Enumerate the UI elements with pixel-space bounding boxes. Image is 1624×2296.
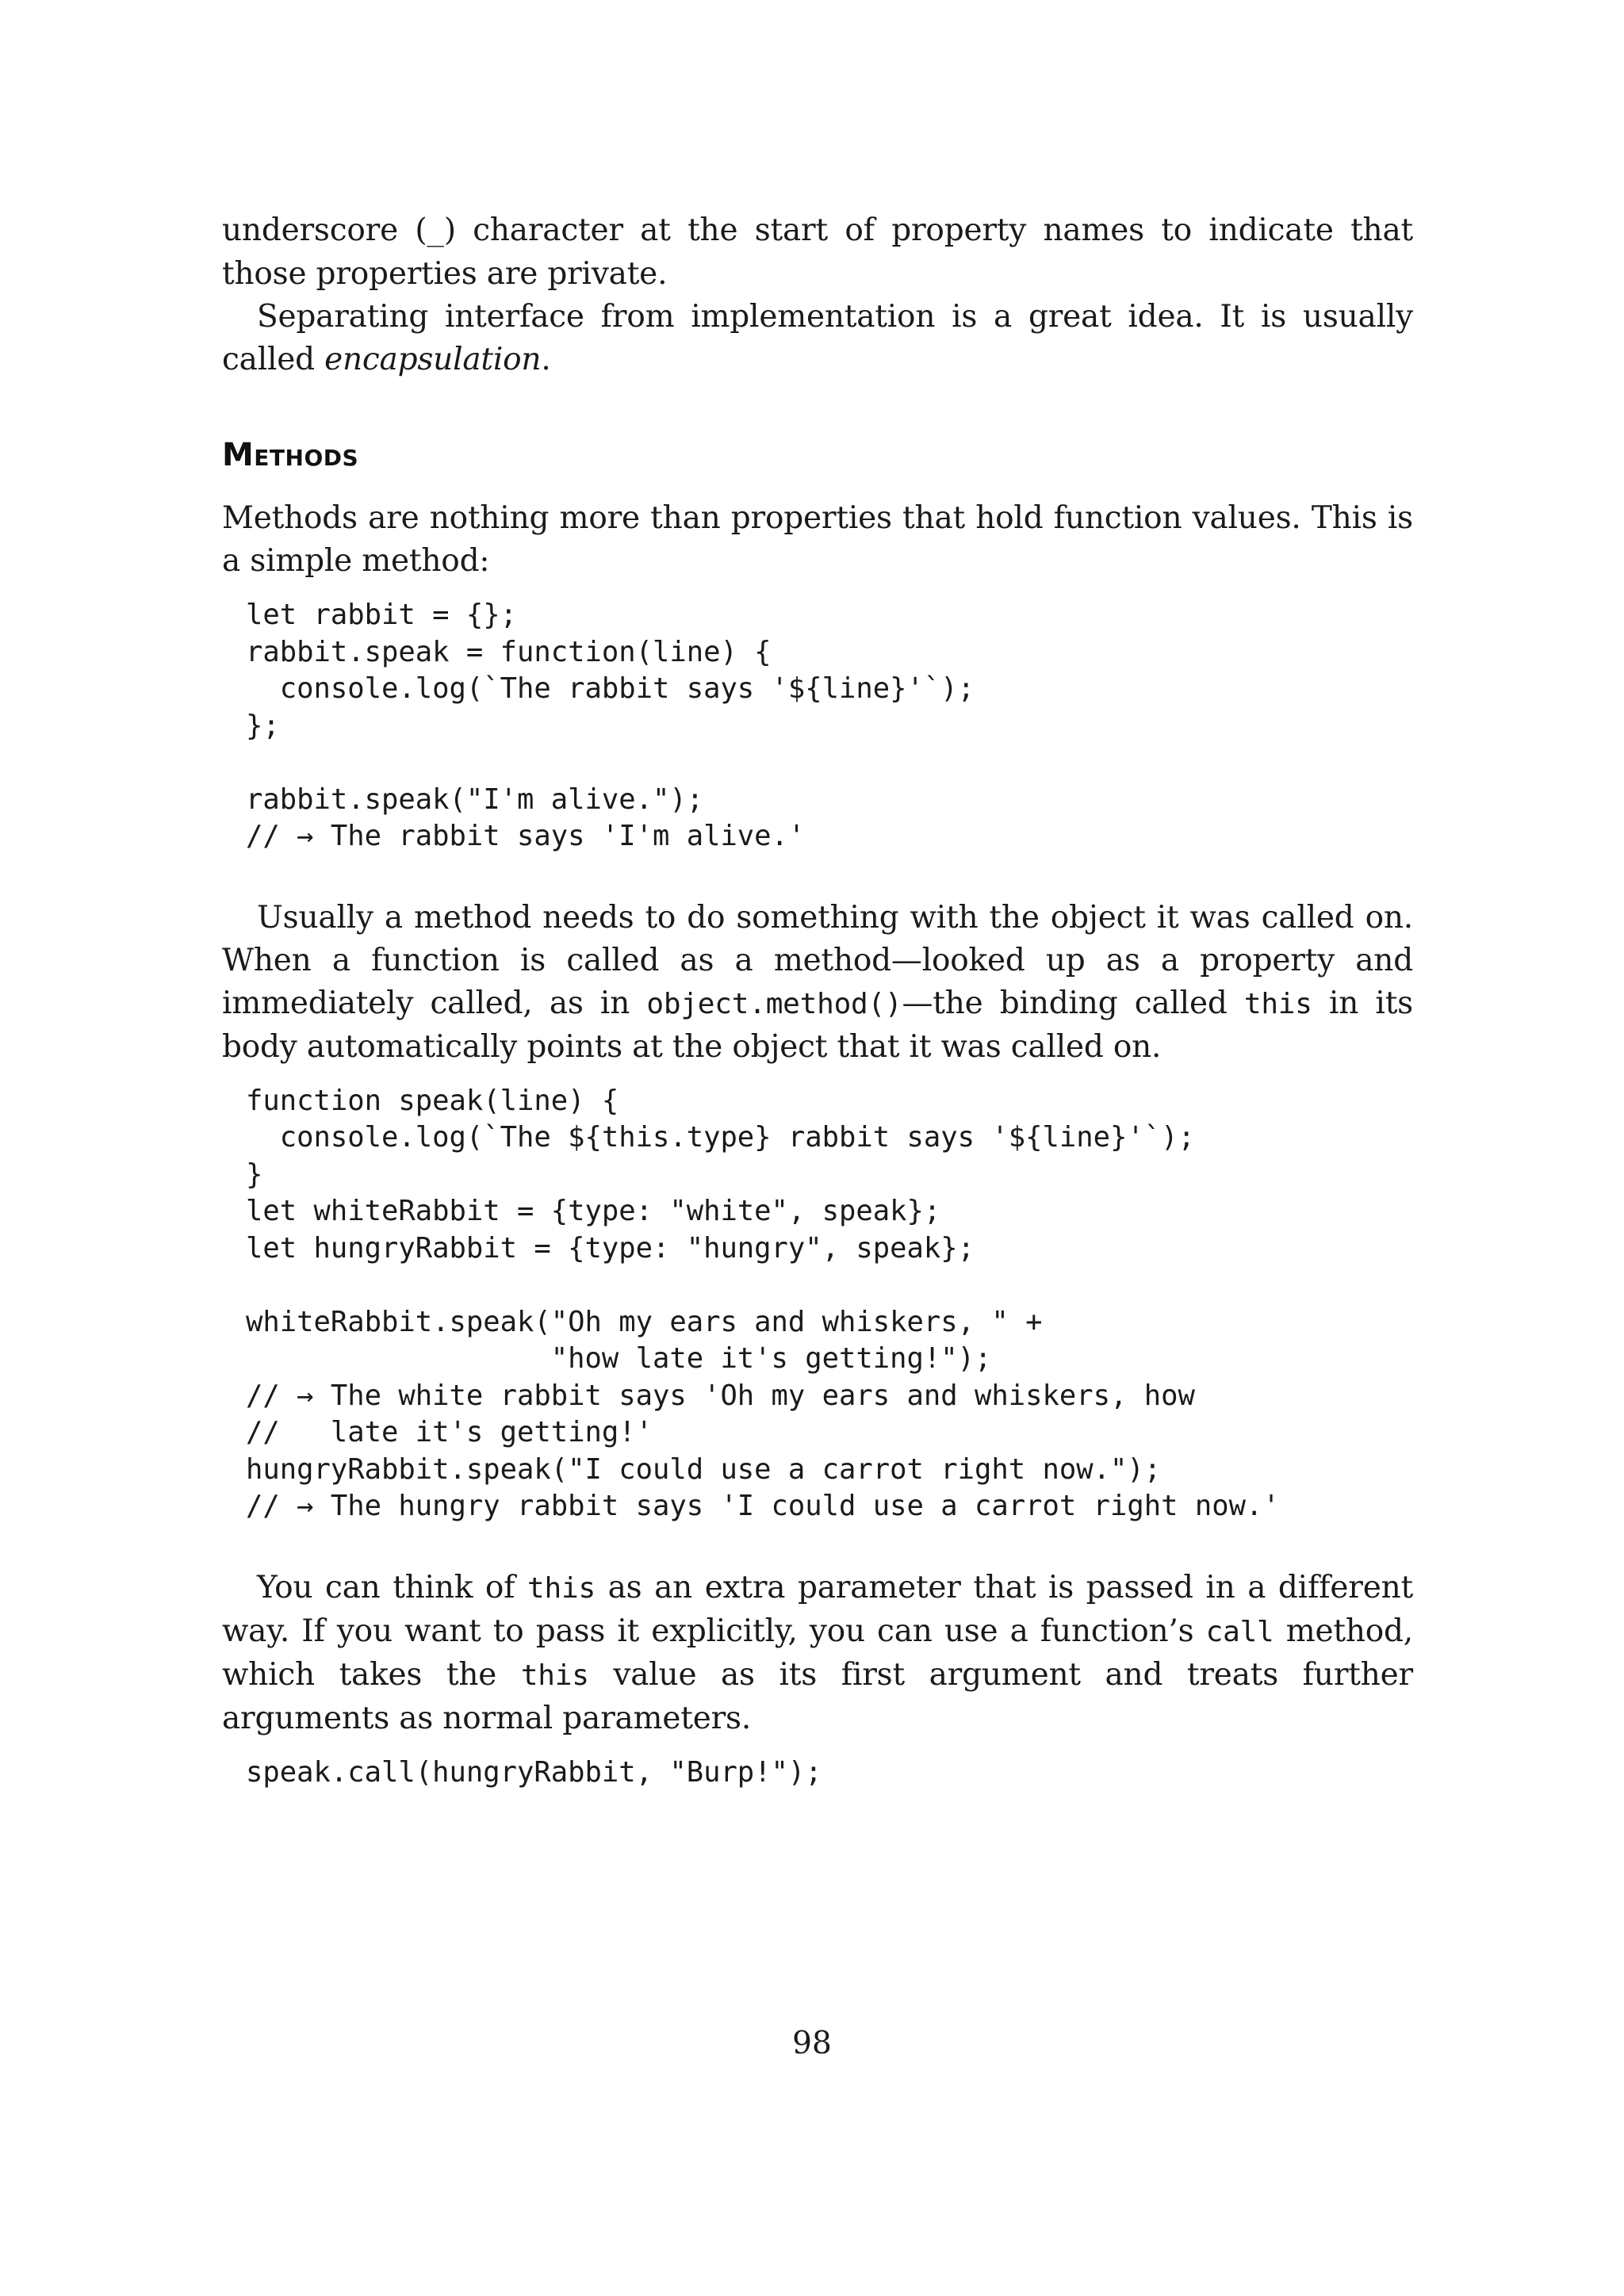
code-block-rabbit-speak: let rabbit = {}; rabbit.speak = function(line) { console.log(`The rabbit says '${line}'`); }; rabbit.speak("I'm alive."); // → The rabbit says 'I'm alive.'	[246, 599, 975, 852]
text: .	[541, 342, 551, 377]
text: underscore (	[222, 212, 427, 248]
code-block-speak-function: function speak(line) { console.log(`The ${this.type} rabbit says '${line}'`); } let whiteRabbit = {type: "white", speak}; let hungryRabbit = {type: "hungry", speak}; whiteRabbit.speak("Oh my ears and whiskers, " + "how late it's getting!"); // → The white rabbit says 'Oh my ears and whiskers, how // late it's getting!' hungryRabbit.speak("I could use a carrot right now."); // → The hungry rabbit says 'I could use a carrot right now.'	[246, 1084, 1280, 1522]
text: —the binding called	[902, 985, 1244, 1021]
term-encapsulation: encapsulation	[324, 342, 542, 377]
page-body	[222, 209, 1413, 1791]
text: as an extra parameter that is passed in a different way. If you want to pass it explicitly, you can use a function’s	[222, 1569, 1413, 1649]
text: in its body automatically points at the object that it was called on.	[222, 985, 1413, 1065]
code-block-speak-call: speak.call(hungryRabbit, "Burp!");	[246, 1755, 822, 1789]
paragraph-this-binding	[222, 897, 1413, 1069]
paragraph-call-method	[222, 1567, 1413, 1740]
text: ) character at the start of property names to indicate that those properties are private.	[222, 212, 1413, 292]
text: Usually a method needs to do something with the object it was called on. When a function is called as a method—looked up as a property and immediately called, as in	[222, 899, 1413, 1021]
inline-code-object-method: object.method()	[646, 987, 902, 1020]
inline-code-call: call	[1205, 1615, 1274, 1648]
inline-code-this: this	[520, 1659, 589, 1692]
inline-code-this: this	[527, 1571, 596, 1605]
section-heading-methods: Methods	[222, 437, 359, 473]
text: method, which takes the	[222, 1613, 1413, 1693]
paragraph-private-properties	[222, 209, 1413, 296]
inline-code-underscore: _	[427, 215, 444, 247]
inline-code-this: this	[1243, 987, 1312, 1020]
text: Separating interface from implementation is a great idea. It is usually called	[222, 299, 1413, 377]
paragraph-encapsulation	[222, 296, 1413, 381]
text: value as its first argument and treats further arguments as normal parameters.	[222, 1656, 1413, 1736]
paragraph-methods-intro: Methods are nothing more than properties that hold function values. This is a simple method:	[222, 500, 1413, 579]
page-number: 98	[792, 2026, 832, 2061]
text: You can think of	[257, 1569, 528, 1605]
